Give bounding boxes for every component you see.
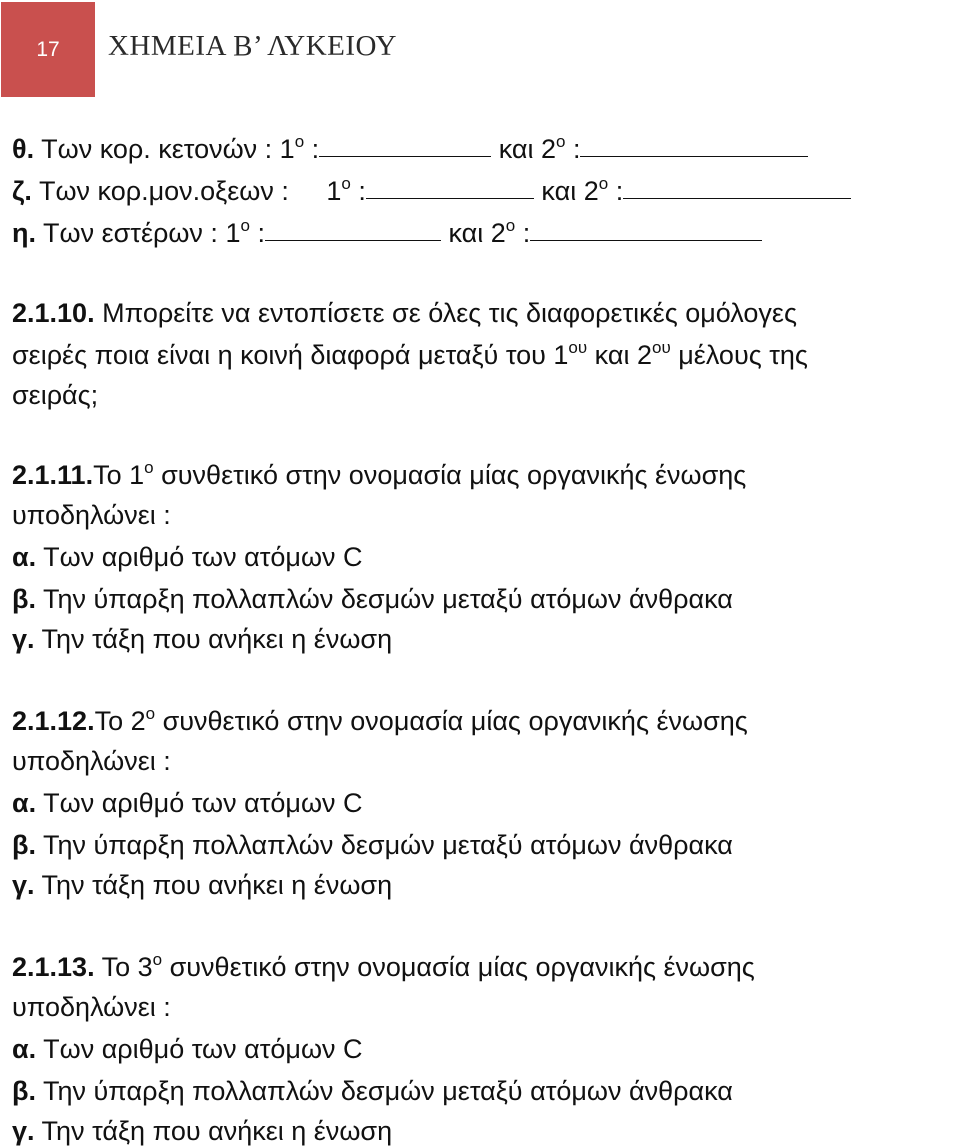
colon: :	[608, 176, 624, 206]
question-2-1-11-line2	[12, 502, 171, 529]
option-letter: β.	[12, 830, 36, 860]
question-2-1-13	[12, 950, 755, 982]
option-letter: α.	[12, 542, 37, 572]
option-text: Των αριθμό των ατόμων C	[36, 542, 363, 572]
question-2-1-10-line1	[12, 300, 797, 327]
ordinal-number: 2	[490, 218, 506, 248]
item-text: Των κορ.μον.οξεων :	[38, 176, 327, 206]
option-a[interactable]	[12, 544, 363, 571]
option-letter: β.	[12, 1076, 36, 1106]
question-number: 2.1.11.	[12, 460, 94, 490]
ordinal-suffix: ου	[568, 338, 588, 357]
page-number-badge	[1, 2, 95, 97]
option-b[interactable]	[12, 586, 733, 613]
option-text: Των αριθμό των ατόμων C	[36, 1034, 363, 1064]
connector: και	[440, 218, 491, 248]
option-letter: α.	[12, 788, 37, 818]
colon: :	[565, 134, 581, 164]
question-text: Το 2	[94, 706, 146, 736]
answer-blank[interactable]	[265, 238, 441, 241]
option-letter: γ.	[12, 624, 35, 654]
question-text: και 2	[587, 340, 652, 370]
ordinal-number: 2	[583, 176, 599, 206]
question-2-1-11	[12, 458, 747, 490]
ordinal-suffix: ο	[598, 174, 609, 193]
ordinal-suffix: ο	[152, 950, 163, 969]
colon: :	[350, 176, 366, 206]
question-number: 2.1.12.	[12, 706, 95, 736]
question-text: Το 3	[94, 952, 153, 982]
option-c[interactable]	[12, 1118, 392, 1145]
naming-row-ketones	[12, 132, 808, 164]
answer-blank[interactable]	[319, 154, 491, 157]
ordinal-suffix: ου	[651, 338, 671, 357]
question-text: μέλους της	[670, 340, 808, 370]
option-a[interactable]	[12, 1036, 363, 1063]
colon: :	[515, 218, 531, 248]
ordinal-suffix: ο	[144, 458, 154, 477]
option-text: Την ύπαρξη πολλαπλών δεσμών μεταξύ ατόμων άνθρακα	[35, 1076, 733, 1106]
ordinal-suffix: ο	[145, 704, 156, 723]
colon: :	[249, 218, 265, 248]
ordinal-suffix: ο	[505, 216, 516, 235]
question-text: συνθετικό στην ονομασία μίας οργανικής ένωσης	[153, 460, 747, 490]
ordinal-number: 1	[225, 218, 241, 248]
question-text: συνθετικό στην ονομασία μίας οργανικής ένωσης	[162, 952, 755, 982]
item-letter: η.	[12, 218, 36, 248]
item-letter: θ.	[12, 134, 35, 164]
option-letter: α.	[12, 1034, 37, 1064]
naming-row-acids	[12, 174, 851, 206]
item-letter: ζ.	[12, 176, 32, 206]
question-text: υποδηλώνει :	[12, 992, 171, 1022]
option-text: Την τάξη που ανήκει η ένωση	[34, 870, 393, 900]
connector: και	[491, 134, 541, 164]
question-text: σειρές ποια είναι η κοινή διαφορά μεταξύ του 1	[12, 340, 569, 370]
answer-blank[interactable]	[530, 238, 762, 241]
question-text: σειράς;	[12, 380, 99, 410]
item-text: Των εστέρων :	[43, 218, 226, 248]
question-text: Το 1	[93, 460, 145, 490]
naming-row-esters	[12, 216, 762, 248]
option-b[interactable]	[12, 832, 733, 859]
answer-blank[interactable]	[580, 154, 808, 157]
item-text: Των κορ. κετονών :	[41, 134, 280, 164]
option-b[interactable]	[12, 1078, 733, 1105]
question-2-1-13-line2	[12, 994, 171, 1021]
colon: :	[304, 134, 320, 164]
option-c[interactable]	[12, 626, 392, 653]
question-2-1-10-line2	[12, 338, 808, 370]
question-2-1-12	[12, 704, 748, 736]
ordinal-suffix: ο	[240, 216, 250, 235]
question-number: 2.1.13.	[12, 952, 95, 982]
option-text: Την ύπαρξη πολλαπλών δεσμών μεταξύ ατόμων άνθρακα	[35, 830, 733, 860]
ordinal-number: 2	[540, 134, 556, 164]
ordinal-suffix: ο	[294, 132, 305, 151]
option-letter: γ.	[12, 1116, 35, 1146]
option-text: Την ύπαρξη πολλαπλών δεσμών μεταξύ ατόμων άνθρακα	[35, 584, 733, 614]
question-2-1-12-line2	[12, 748, 171, 775]
question-text: υποδηλώνει :	[12, 500, 171, 530]
answer-blank[interactable]	[623, 196, 851, 199]
ordinal-suffix: ο	[341, 174, 351, 193]
connector: και	[533, 176, 584, 206]
option-c[interactable]	[12, 872, 392, 899]
ordinal-number: 1	[326, 176, 342, 206]
option-text: Την τάξη που ανήκει η ένωση	[34, 624, 393, 654]
ordinal-number: 1	[279, 134, 295, 164]
page-number: 17	[36, 37, 60, 61]
option-text: Την τάξη που ανήκει η ένωση	[34, 1116, 393, 1146]
question-text: υποδηλώνει :	[12, 746, 171, 776]
question-number: 2.1.10.	[12, 298, 95, 328]
option-text: Των αριθμό των ατόμων C	[36, 788, 363, 818]
option-a[interactable]	[12, 790, 363, 817]
question-2-1-10-line3	[12, 382, 98, 409]
question-text: συνθετικό στην ονομασία μίας οργανικής ένωσης	[155, 706, 748, 736]
option-letter: β.	[12, 584, 36, 614]
question-text: Μπορείτε να εντοπίσετε σε όλες τις διαφορετικές ομόλογες	[94, 298, 797, 328]
option-letter: γ.	[12, 870, 35, 900]
answer-blank[interactable]	[366, 196, 534, 199]
ordinal-suffix: ο	[556, 132, 566, 151]
page-title: ΧΗΜΕΙΑ Β’ ΛΥΚΕΙΟΥ	[108, 30, 397, 62]
